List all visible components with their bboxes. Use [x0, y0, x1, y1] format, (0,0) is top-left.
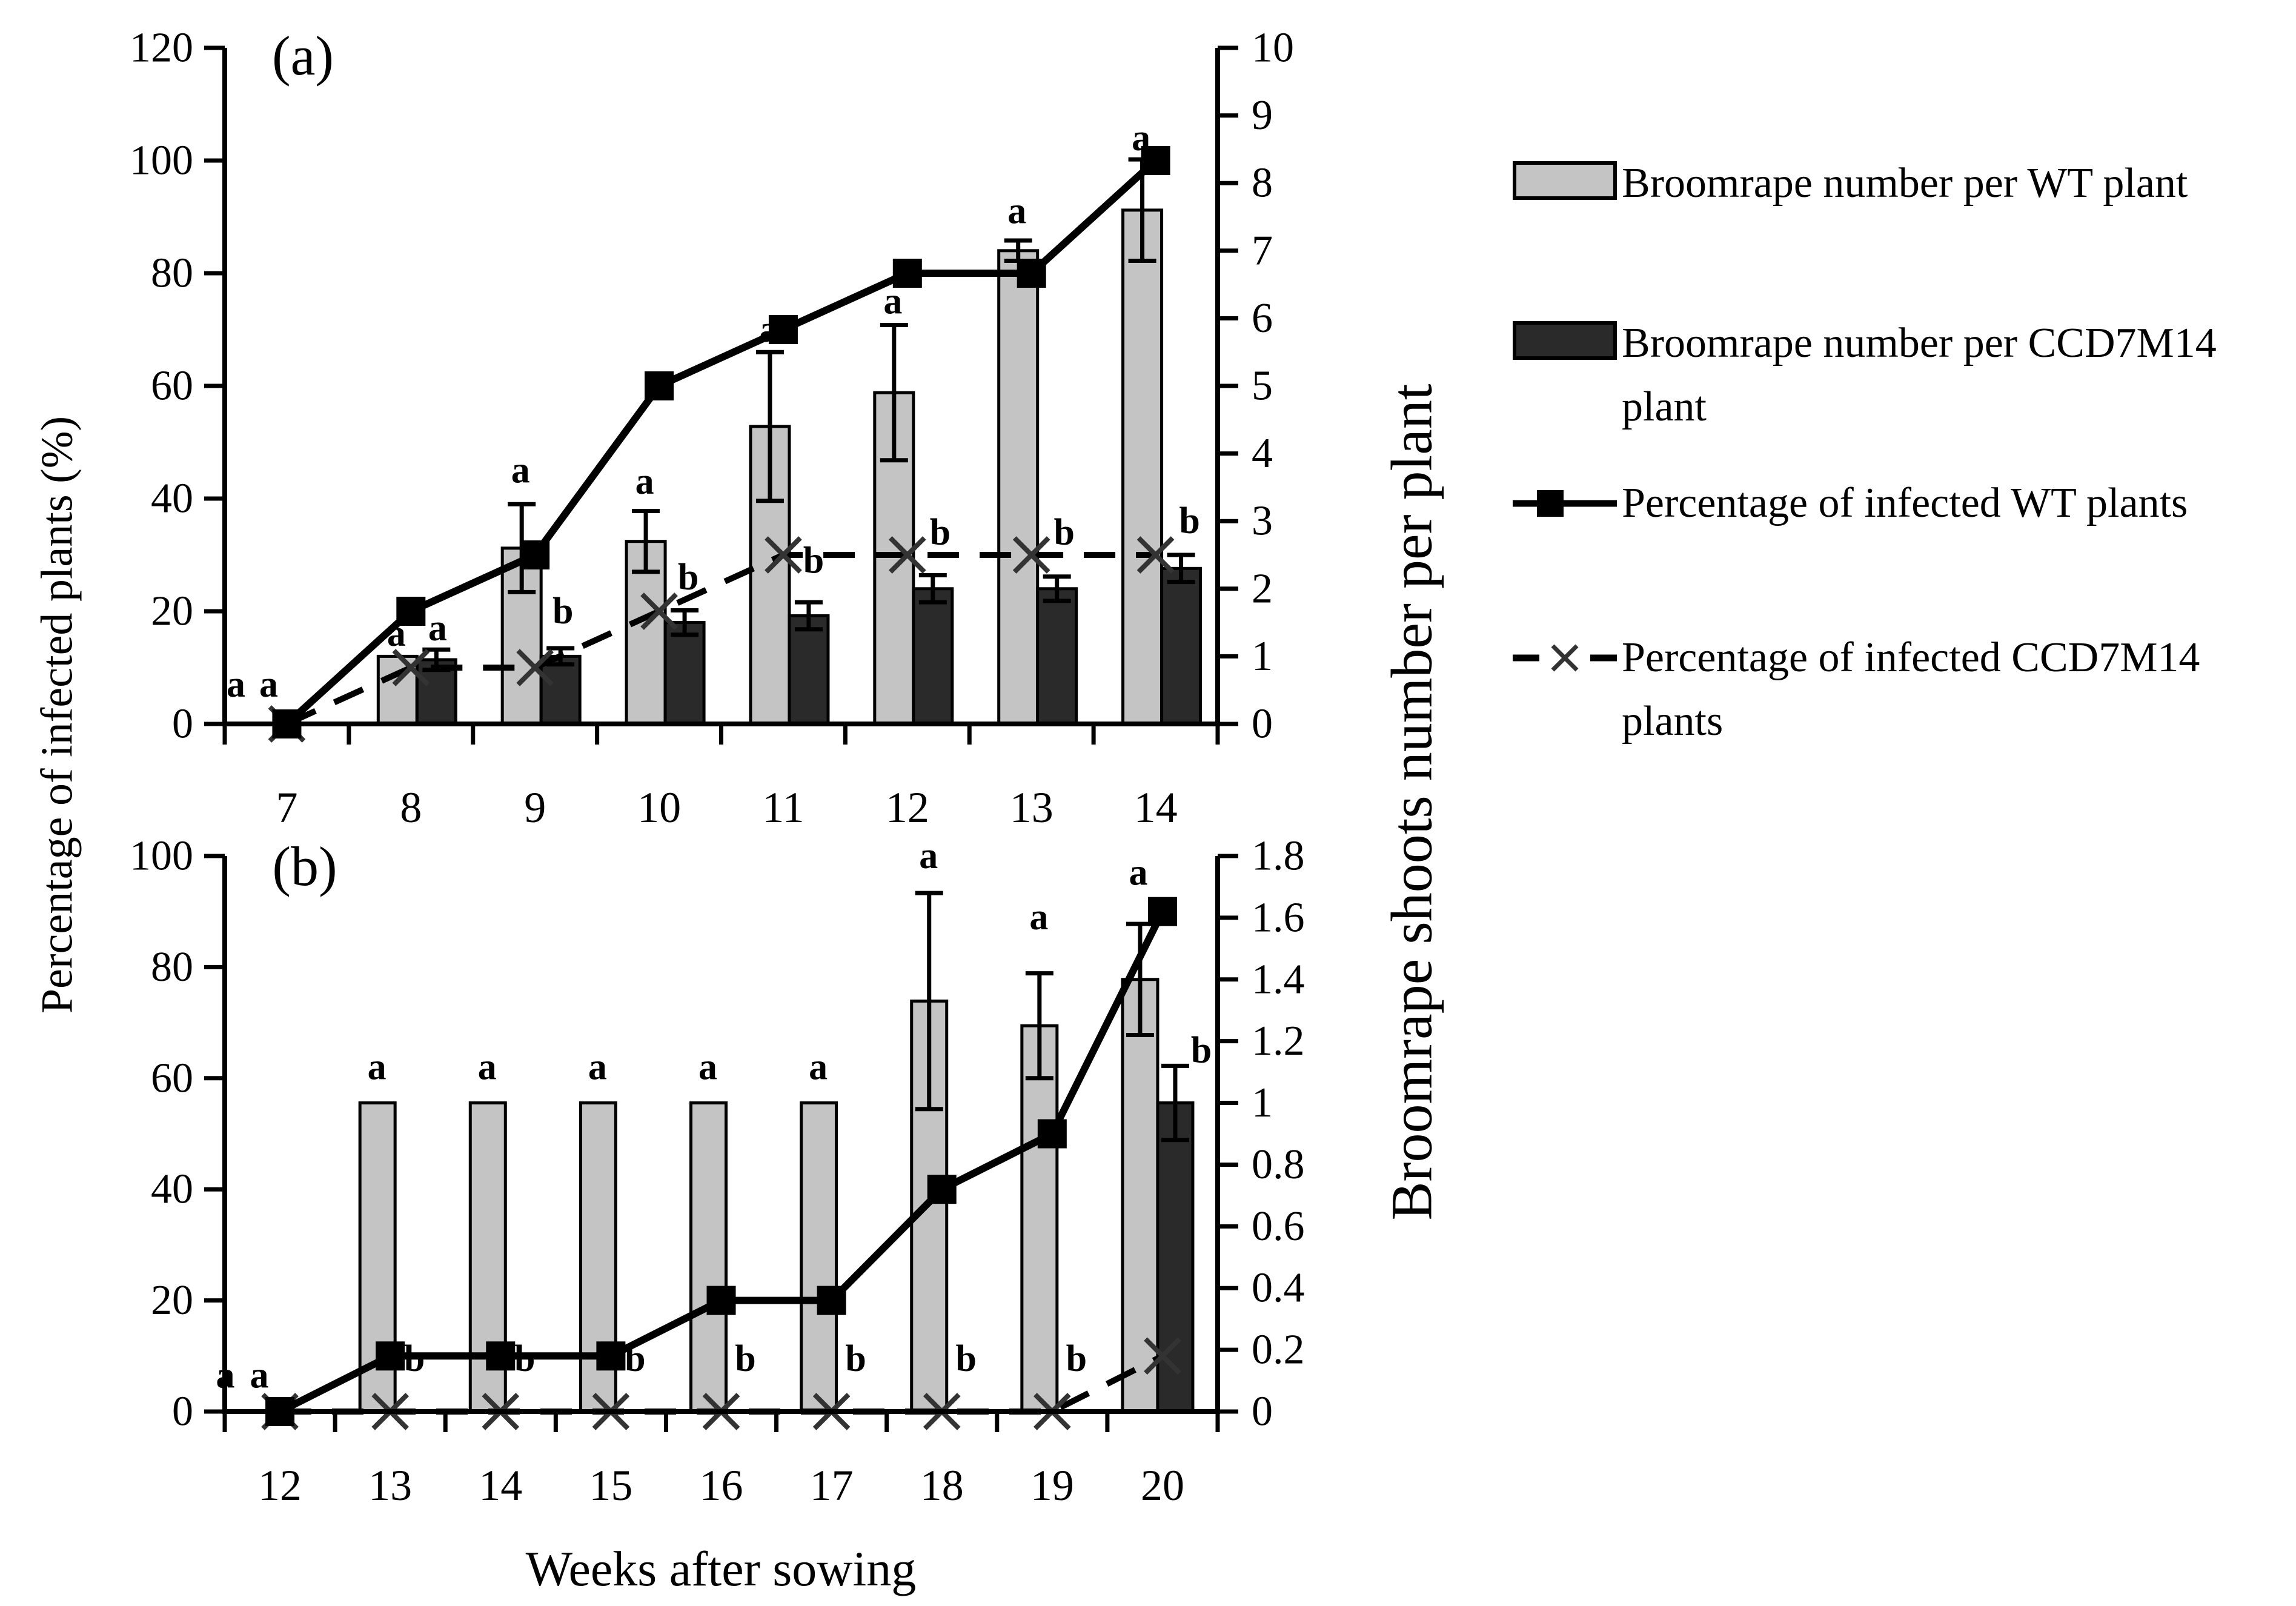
panel-b-left-tick-0: 0	[172, 1388, 193, 1435]
panel-a-sig-letter: a	[259, 663, 278, 705]
panel-b-wt-bar-week-19	[1022, 1026, 1057, 1412]
panel-b-sig-letter: a	[698, 1046, 717, 1088]
panel-a-week-label-14: 14	[1133, 783, 1178, 832]
panel-a-right-tick-8: 8	[1252, 159, 1273, 207]
panel-b-right-tick-1.2: 1.2	[1252, 1018, 1305, 1065]
panel-b-right-tick-0.4: 0.4	[1252, 1264, 1305, 1312]
panel-a-week-label-11: 11	[762, 783, 805, 832]
panel-b-sig-letter: a	[1029, 896, 1049, 938]
panel-b-week-label-12: 12	[258, 1461, 302, 1510]
panel-a-right-tick-2: 2	[1252, 565, 1273, 612]
dashed-line-x-marker-icon	[1513, 626, 1617, 692]
panel-a-left-tick-20: 20	[151, 588, 193, 635]
legend-item-ccd-bars	[1513, 311, 2294, 439]
panel-b-left-tick-80: 80	[151, 943, 193, 990]
panel-b-week-label-13: 13	[368, 1461, 413, 1510]
panel-a-square-marker-week-10	[645, 371, 674, 400]
panel-a-right-tick-10: 10	[1252, 24, 1294, 71]
panel-a-sig-letter: a	[387, 613, 406, 655]
legend-label: Percentage of infected CCD7M14 plants	[1622, 634, 2200, 745]
right-axis-title: Broomrape shoots number per plant	[1379, 383, 1444, 1221]
panel-b-right-tick-0: 0	[1252, 1388, 1273, 1435]
panel-a-sig-letter: b	[1179, 500, 1200, 542]
panel-a-left-tick-80: 80	[151, 250, 193, 297]
wt-bar-swatch-icon	[1513, 151, 1617, 200]
panel-a-sig-letter: a	[428, 607, 447, 649]
panel-a-ccd-bar-week-12	[914, 589, 952, 724]
panel-a-week-label-8: 8	[400, 783, 422, 832]
panel-b-week-label-20: 20	[1140, 1461, 1184, 1510]
panel-b-sig-letter: b	[735, 1338, 756, 1379]
legend	[1513, 0, 2296, 1606]
panel-a-sig-letter: b	[1053, 511, 1075, 553]
panel-b-sig-letter: b	[625, 1338, 646, 1379]
panel-a-right-tick-5: 5	[1252, 362, 1273, 410]
ccd-bar-swatch-icon	[1513, 311, 1617, 360]
panel-b-sig-letter: b	[955, 1338, 977, 1379]
panel-b-square-marker-week-17	[817, 1286, 846, 1315]
panel-b-wt-bar-week-17	[801, 1103, 837, 1412]
panel-b-week-label-17: 17	[809, 1461, 854, 1510]
panel-b-week-label-15: 15	[589, 1461, 633, 1510]
panel-b-left-tick-40: 40	[151, 1166, 193, 1213]
panel-a-week-label-13: 13	[1009, 783, 1053, 832]
panel-b-left-tick-100: 100	[130, 832, 193, 880]
panel-a-sig-letter: a	[635, 461, 654, 503]
panel-a-sig-letter: b	[929, 511, 951, 553]
panel-a-sig-letter: a	[511, 450, 530, 491]
panel-b-week-label-18: 18	[920, 1461, 964, 1510]
panel-b-sig-letter: b	[1190, 1029, 1212, 1071]
panel-a-square-marker-week-13	[1017, 259, 1046, 288]
legend-label: Broomrape number per WT plant	[1622, 160, 2188, 207]
panel-b-right-tick-1.8: 1.8	[1252, 832, 1305, 880]
panel-b-sig-letter: b	[1066, 1338, 1087, 1379]
panel-a-sig-letter: a	[883, 280, 903, 322]
panel-a-week-label-10: 10	[637, 783, 682, 832]
panel-b-ccd-bar-week-20	[1158, 1103, 1193, 1412]
panel-b-right-tick-1: 1	[1252, 1080, 1273, 1127]
panel-b-square-marker-week-15	[596, 1341, 625, 1370]
panel-a-ccd-bar-week-13	[1038, 589, 1077, 724]
legend-item-ccd-line	[1513, 626, 2294, 753]
panel-b-square-marker-week-18	[927, 1175, 957, 1204]
legend-item-wt-line	[1513, 471, 2294, 538]
panel-b-week-label-14: 14	[479, 1461, 523, 1510]
panel-a-left-tick-40: 40	[151, 475, 193, 522]
panel-b-wt-bar-week-16	[691, 1103, 726, 1412]
panel-a-right-tick-4: 4	[1252, 430, 1273, 477]
panel-b-week-label-16: 16	[699, 1461, 743, 1510]
panel-b-right-tick-0.2: 0.2	[1252, 1326, 1305, 1373]
panel-b-square-marker-week-19	[1038, 1120, 1067, 1149]
x-axis-title: Weeks after sowing	[525, 1541, 917, 1596]
legend-label: Broomrape number per CCD7M14 plant	[1622, 320, 2217, 430]
panel-a-week-label-7: 7	[276, 783, 298, 832]
panel-a-sig-letter: a	[1132, 117, 1151, 159]
panel-a-right-tick-0: 0	[1252, 700, 1273, 748]
panel-b-label: (b)	[272, 835, 337, 897]
panel-b-sig-letter: a	[250, 1355, 269, 1396]
panel-b-sig-letter: a	[1129, 852, 1148, 894]
panel-a-left-tick-100: 100	[130, 137, 193, 184]
panel-b-left-tick-60: 60	[151, 1055, 193, 1102]
panel-a-sig-letter: a	[1007, 190, 1027, 232]
panel-b-left-tick-20: 20	[151, 1277, 193, 1324]
panel-a-ccd-bar-week-11	[789, 616, 828, 724]
panel-a-right-tick-9: 9	[1252, 92, 1273, 139]
panel-a-wt-bar-week-14	[1123, 210, 1162, 724]
panel-b-right-tick-1.4: 1.4	[1252, 956, 1305, 1003]
panel-a-wt-bar-week-13	[999, 251, 1038, 724]
panel-b-right-tick-0.8: 0.8	[1252, 1141, 1305, 1188]
left-axis-title: Percentage of infected plants (%)	[32, 416, 82, 1014]
panel-b-sig-letter: a	[477, 1046, 497, 1088]
panel-b-sig-letter: a	[588, 1046, 607, 1088]
panel-a-right-tick-6: 6	[1252, 294, 1273, 342]
panel-a-left-tick-120: 120	[130, 24, 193, 71]
panel-b-square-marker-week-20	[1148, 897, 1177, 926]
panel-b-sig-letter: b	[403, 1338, 425, 1379]
panel-a-sig-letter: b	[552, 591, 574, 632]
panel-a-left-tick-0: 0	[172, 700, 193, 748]
panel-b-right-tick-0.6: 0.6	[1252, 1203, 1305, 1250]
panel-a-label: (a)	[271, 25, 334, 87]
panel-b-square-marker-week-13	[376, 1341, 405, 1370]
panel-a-week-label-9: 9	[524, 783, 546, 832]
panel-a-sig-letter: b	[677, 557, 699, 599]
panel-a-ccd-bar-week-14	[1162, 568, 1201, 724]
panel-a-square-marker-week-9	[520, 540, 549, 569]
panel-a-right-tick-3: 3	[1252, 497, 1273, 545]
panel-b-sig-letter: a	[367, 1046, 387, 1088]
panel-b-sig-letter: b	[845, 1338, 866, 1379]
panel-b-sig-letter: a	[809, 1046, 828, 1088]
panel-b-square-marker-week-16	[707, 1286, 736, 1315]
panel-b-sig-letter: a	[919, 835, 938, 877]
panel-a-sig-letter: b	[803, 540, 825, 582]
panel-b-square-marker-week-14	[486, 1341, 515, 1370]
panel-a-sig-letter: a	[226, 663, 245, 705]
panel-a-left-tick-60: 60	[151, 362, 193, 410]
solid-line-square-marker-icon	[1513, 471, 1617, 538]
panel-a-ccd-bar-week-10	[665, 623, 704, 724]
legend-item-wt-bars	[1513, 151, 2294, 215]
panel-a-right-tick-1: 1	[1252, 632, 1273, 680]
panel-a-sig-letter: a	[759, 309, 778, 350]
panel-b-week-label-19: 19	[1030, 1461, 1074, 1510]
panel-a-right-tick-7: 7	[1252, 227, 1273, 274]
panel-b-sig-letter: b	[514, 1338, 536, 1379]
legend-label: Percentage of infected WT plants	[1622, 480, 2188, 526]
panel-a-week-label-12: 12	[885, 783, 929, 832]
panel-b-right-tick-1.6: 1.6	[1252, 894, 1305, 941]
panel-b-sig-letter: a	[216, 1355, 235, 1396]
